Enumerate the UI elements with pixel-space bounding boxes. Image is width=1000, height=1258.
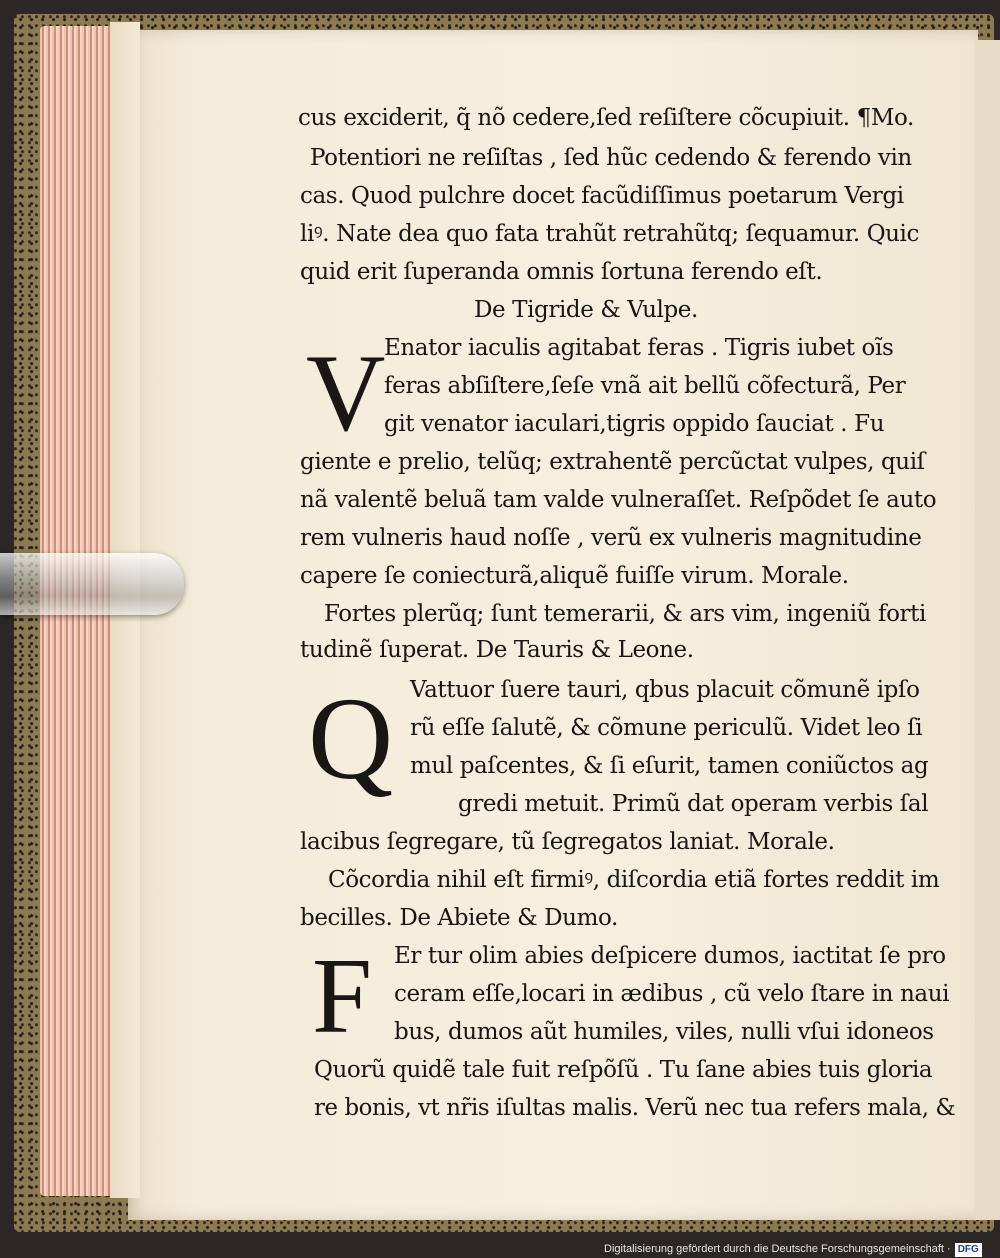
text-line: cas. Quod pulchre docet facũdiſſimus poetarum Vergi bbox=[300, 183, 904, 209]
text-line: rũ eſſe ſalutẽ, & cõmune periculũ. Videt leo ſi bbox=[410, 715, 923, 741]
initial-letter-f: F bbox=[312, 937, 373, 1056]
text-line: Fortes plerũq; ſunt temerarii, & ars vim, ingeniũ forti bbox=[324, 601, 926, 627]
text-line: Cõcordia nihil eſt firmiꝰ, diſcordia etiã fortes reddit im bbox=[328, 867, 940, 893]
text-line: mul paſcentes, & ſi eſurit, tamen coniũctos ag bbox=[410, 753, 929, 779]
text-line: ceram eſſe,locari in ædibus , cũ velo ſtare in naui bbox=[394, 981, 950, 1007]
text-line: liꝰ. Nate dea quo fata trahũt retrahũtq; ſequamur. Quic bbox=[300, 221, 919, 247]
dfg-logo: DFG bbox=[955, 1243, 982, 1257]
text-line: bus, dumos aũt humiles, viles, nulli vſui idoneos bbox=[394, 1019, 934, 1045]
text-line: Quorũ quidẽ tale fuit reſpõſũ . Tu ſane abies tuis gloria bbox=[314, 1057, 933, 1083]
text-line: Potentiori ne reſiſtas , ſed hũc cedendo & ferendo vin bbox=[310, 145, 912, 171]
glass-page-clip bbox=[0, 553, 184, 615]
text-line: Enator iaculis agitabat feras . Tigris iubet oĩs bbox=[384, 335, 894, 361]
text-line: Vattuor ſuere tauri, qbus placuit cõmunẽ ipſo bbox=[410, 677, 920, 703]
text-line: becilles. De Abiete & Dumo. bbox=[300, 905, 618, 931]
text-line: capere ſe coniecturã,aliquẽ fuiſſe virum. Morale. bbox=[300, 563, 849, 589]
text-line: git venator iaculari,tigris oppido ſauciat . Fu bbox=[384, 411, 885, 437]
text-line: quid erit ſuperanda omnis ſortuna ferendo eſt. bbox=[300, 259, 823, 285]
text-line: lacibus ſegregare, tũ ſegregatos laniat. Morale. bbox=[300, 829, 835, 855]
text-line: re bonis, vt nr̃is iſultas malis. Verũ nec tua refers mala, & bbox=[314, 1095, 956, 1121]
text-line: tudinẽ ſuperat. De Tauris & Leone. bbox=[300, 637, 694, 663]
footer-credit bbox=[604, 1240, 1000, 1258]
fable-heading: De Tigride & Vulpe. bbox=[474, 297, 698, 323]
text-line: nã valentẽ beluã tam valde vulneraſſet. Reſpõdet ſe auto bbox=[300, 487, 937, 513]
text-line: giente e prelio, telũq; extrahentẽ percũctat vulpes, quiſ bbox=[300, 449, 925, 475]
text-line: cus exciderit, q̃ nõ cedere,ſed reſiſtere cõcupiuit. ¶Mo. bbox=[298, 105, 914, 131]
footer-text: Digitalisierung gefördert durch die Deutsche Forschungsgemeinschaft · bbox=[604, 1243, 951, 1255]
initial-letter-v: V bbox=[306, 332, 386, 454]
text-line: gredi metuit. Primũ dat operam verbis ſal bbox=[458, 791, 929, 817]
initial-letter-q: Q bbox=[308, 673, 394, 804]
text-line: Er tur olim abies deſpicere dumos, iactitat ſe pro bbox=[394, 943, 946, 969]
text-line: feras abſiſtere,ſeſe vnã ait bellũ cõfecturã, Per bbox=[384, 373, 906, 399]
text-line: rem vulneris haud noſſe , verũ ex vulneris magnitudine bbox=[300, 525, 922, 551]
